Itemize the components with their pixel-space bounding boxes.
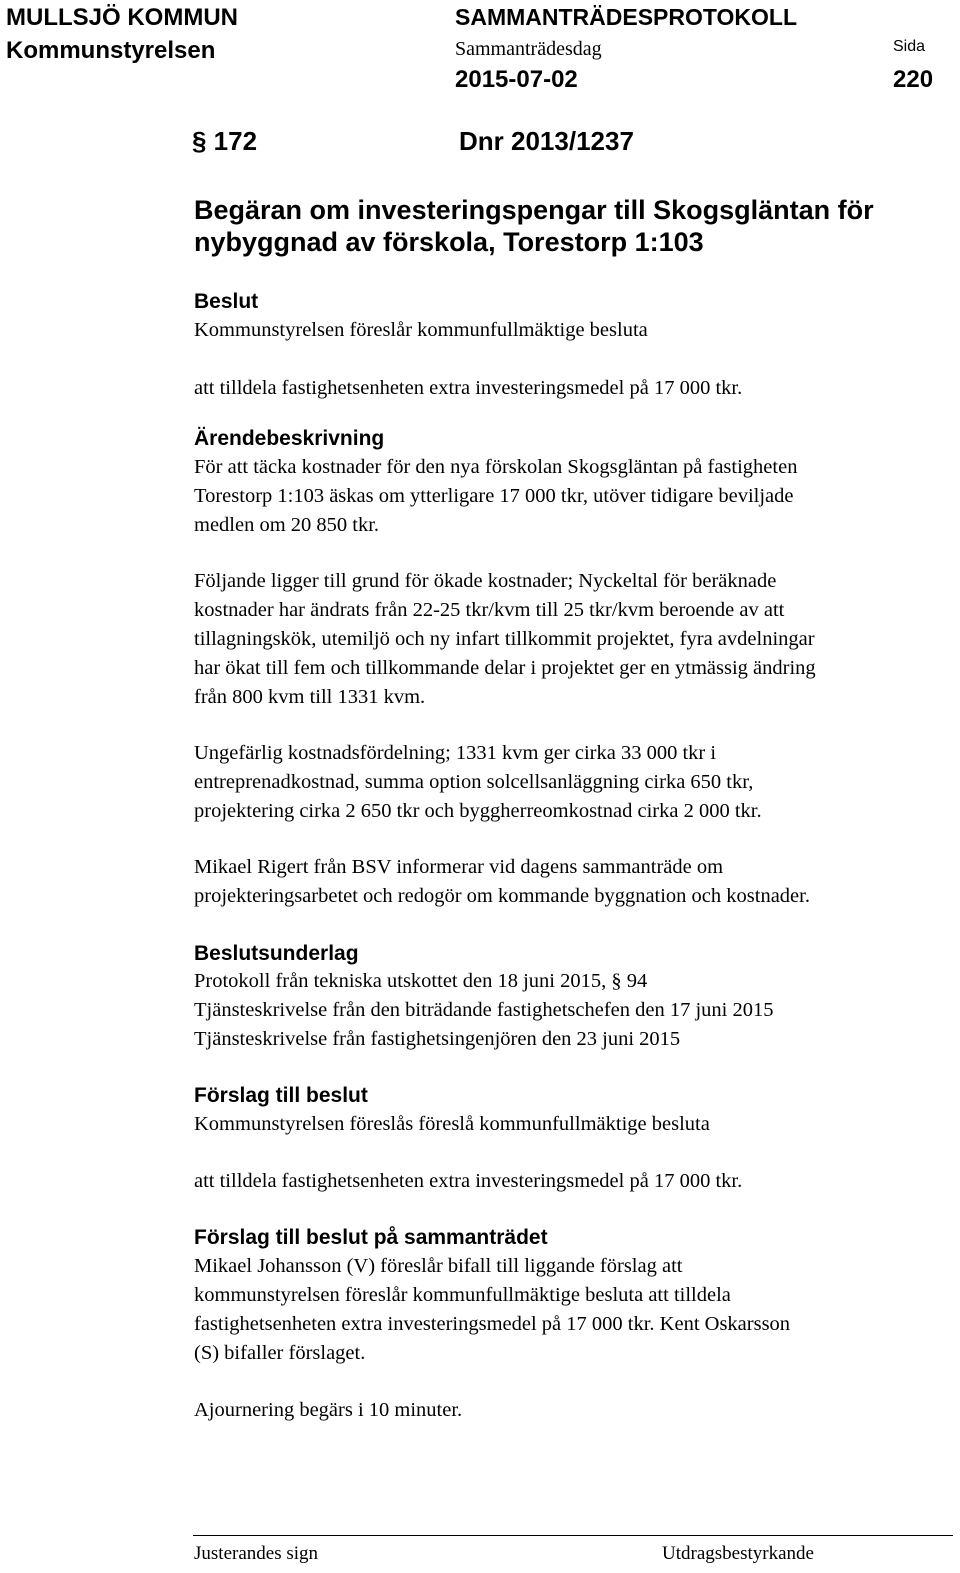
page-label: Sida bbox=[893, 38, 926, 55]
page-number: 220 bbox=[893, 66, 934, 93]
arende-paragraph-3 bbox=[194, 739, 762, 826]
list-item: Tjänsteskrivelse från fastighetsingenjören den 23 juni 2015 bbox=[194, 1028, 681, 1050]
board-name: Kommunstyrelsen bbox=[6, 37, 216, 64]
text-line: Mikael Johansson (V) föreslår bifall till liggande förslag att bbox=[194, 1255, 683, 1277]
arende-paragraph-4 bbox=[194, 853, 810, 911]
text-line: För att täcka kostnader för den nya förskolan Skogsgläntan på fastigheten bbox=[194, 456, 798, 478]
text-line: projekteringsarbetet och redogör om kommande byggnation och kostnader. bbox=[194, 885, 810, 907]
beslut-heading: Beslut bbox=[194, 290, 259, 313]
forslag-text: Kommunstyrelsen föreslås föreslå kommunfullmäktige besluta bbox=[194, 1113, 710, 1135]
text-line: Mikael Rigert från BSV informerar vid dagens sammanträde om bbox=[194, 856, 724, 878]
text-line: medlen om 20 850 tkr. bbox=[194, 514, 380, 536]
case-title bbox=[194, 194, 874, 258]
beslutsunderlag-heading: Beslutsunderlag bbox=[194, 942, 359, 965]
diary-number: Dnr 2013/1237 bbox=[459, 126, 634, 156]
text-line: tillagningskök, utemiljö och ny infart tillkommit projektet, fyra avdelningar bbox=[194, 628, 815, 650]
text-line: Torestorp 1:103 äskas om ytterligare 17 000 tkr, utöver tidigare beviljade bbox=[194, 485, 794, 507]
list-item: Protokoll från tekniska utskottet den 18 juni 2015, § 94 bbox=[194, 970, 648, 992]
text-line: entreprenadkostnad, summa option solcellsanläggning cirka 650 tkr, bbox=[194, 771, 754, 793]
meeting-date: 2015-07-02 bbox=[455, 66, 578, 93]
meeting-date-label: Sammanträdesdag bbox=[455, 38, 602, 60]
footer-rule bbox=[193, 1535, 953, 1536]
paragraph-number: § 172 bbox=[192, 126, 258, 156]
arende-paragraph-2 bbox=[194, 567, 816, 712]
beslut-attsats: att tilldela fastighetsenheten extra investeringsmedel på 17 000 tkr. bbox=[194, 377, 743, 399]
text-line: Följande ligger till grund för ökade kostnader; Nyckeltal för beräknade bbox=[194, 570, 777, 592]
arendebeskrivning-heading: Ärendebeskrivning bbox=[194, 427, 385, 450]
text-line: Ungefärlig kostnadsfördelning; 1331 kvm ger cirka 33 000 tkr i bbox=[194, 742, 717, 764]
arende-paragraph-1 bbox=[194, 453, 797, 540]
text-line: fastighetsenheten extra investeringsmedel på 17 000 tkr. Kent Oskarsson bbox=[194, 1313, 791, 1335]
organisation-name: MULLSJÖ KOMMUN bbox=[6, 4, 238, 31]
text-line: från 800 kvm till 1331 kvm. bbox=[194, 686, 426, 708]
case-title-line: Begäran om investeringspengar till Skogsgläntan för bbox=[194, 195, 874, 225]
forslag-attsats: att tilldela fastighetsenheten extra investeringsmedel på 17 000 tkr. bbox=[194, 1170, 743, 1192]
forslag-sammantradet-paragraph bbox=[194, 1252, 790, 1368]
text-line: kommunstyrelsen föreslår kommunfullmäktige besluta att tilldela bbox=[194, 1284, 731, 1306]
forslag-heading: Förslag till beslut bbox=[194, 1084, 368, 1107]
forslag-sammantradet-heading: Förslag till beslut på sammanträdet bbox=[194, 1226, 548, 1249]
ajournering-text: Ajournering begärs i 10 minuter. bbox=[194, 1399, 463, 1421]
beslut-text: Kommunstyrelsen föreslår kommunfullmäktige besluta bbox=[194, 319, 648, 341]
text-line: kostnader har ändrats från 22-25 tkr/kvm till 25 tkr/kvm beroende av att bbox=[194, 599, 785, 621]
justerandes-sign-label: Justerandes sign bbox=[194, 1543, 319, 1564]
text-line: (S) bifaller förslaget. bbox=[194, 1342, 366, 1364]
text-line: har ökat till fem och tillkommande delar i projektet ger en ytmässig ändring bbox=[194, 657, 816, 679]
case-title-line: nybyggnad av förskola, Torestorp 1:103 bbox=[194, 227, 704, 257]
text-line: projektering cirka 2 650 tkr och byggherreomkostnad cirka 2 000 tkr. bbox=[194, 800, 762, 822]
list-item: Tjänsteskrivelse från den biträdande fastighetschefen den 17 juni 2015 bbox=[194, 999, 774, 1021]
document-type: SAMMANTRÄDESPROTOKOLL bbox=[455, 4, 798, 30]
beslutsunderlag-list bbox=[194, 967, 774, 1054]
utdragsbestyrkande-label: Utdragsbestyrkande bbox=[662, 1543, 814, 1564]
